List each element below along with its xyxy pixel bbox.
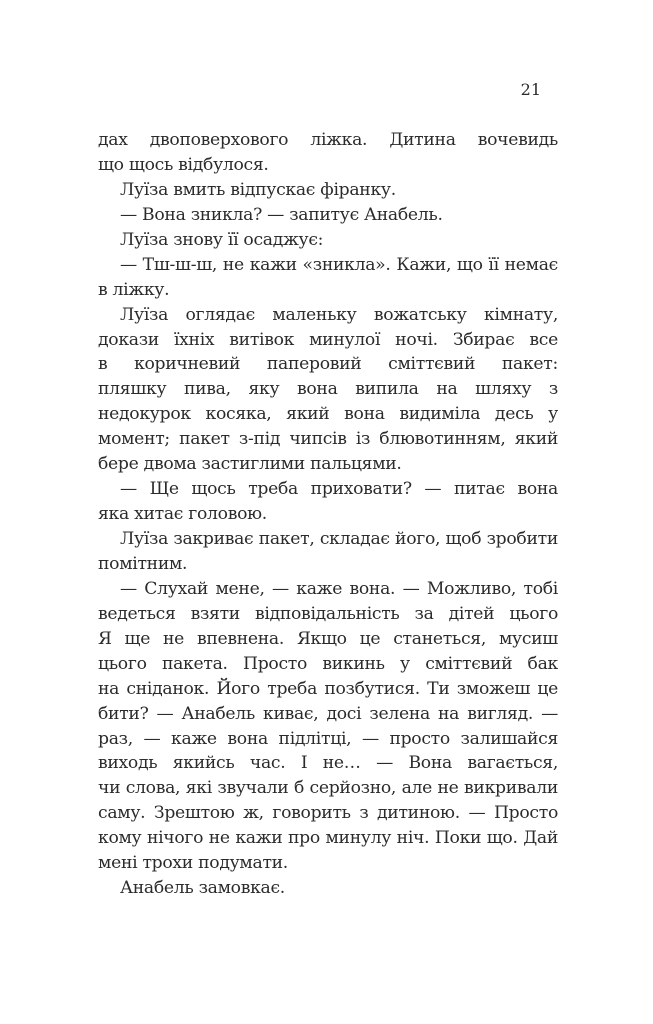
- text-line: — Вона зникла? — запитує Анабель.: [120, 204, 443, 225]
- text-line: — Ще щось треба приховати? — питає вона: [120, 479, 558, 500]
- text-line: Луїза оглядає маленьку вожатську кімнату,: [120, 304, 558, 325]
- text-line: докази їхніх витівок минулої ночі. Збирає все: [98, 329, 558, 350]
- text-line: Луїза вмить відпускає фіранку.: [120, 179, 396, 200]
- text-line: на сніданок. Його треба позбутися. Ти зможеш це: [98, 678, 558, 699]
- text-line: Анабель замовкає.: [120, 878, 285, 899]
- text-line: в коричневий паперовий сміттєвий пакет:: [98, 354, 558, 375]
- text-line: Я ще не впевнена. Якщо це станеться, мусиш: [98, 628, 558, 649]
- text-line: бити? — Анабель киває, досі зелена на вигляд. —: [98, 703, 558, 724]
- text-line: дах двоповерхового ліжка. Дитина вочевидь: [98, 130, 558, 150]
- text-line: — Тш-ш-ш, не кажи «зникла». Кажи, що її немає: [120, 254, 558, 275]
- text-line: кому нічого не кажи про минулу ніч. Поки що. Дай: [98, 828, 558, 849]
- text-line: Луїза закриває пакет, складає його, щоб зробити: [120, 529, 558, 549]
- page-number: 21: [520, 80, 541, 99]
- text-line: помітним.: [98, 553, 188, 574]
- text-line: бере двома застиглими пальцями.: [98, 454, 402, 475]
- text-line: пляшку пива, яку вона випила на шляху з: [98, 379, 558, 400]
- text-line: — Слухай мене, — каже вона. — Можливо, тобі: [120, 578, 558, 599]
- text-line: момент; пакет з-під чипсів із блювотинням, який: [98, 429, 558, 450]
- text-line: раз, — каже вона підлітці, — просто залишайся: [98, 728, 558, 749]
- body-text: [98, 128, 558, 901]
- text-line: що щось відбулося.: [98, 154, 269, 175]
- text-line: мені трохи подумати.: [98, 853, 288, 874]
- text-line: саму. Зрештою ж, говорить з дитиною. — Просто: [98, 803, 558, 824]
- text-line: цього пакета. Просто викинь у сміттєвий бак: [98, 653, 558, 674]
- text-line: недокурок косяка, який вона видиміла десь у: [98, 404, 558, 425]
- text-line: чи слова, які звучали б серйозно, але не викривали: [98, 778, 558, 799]
- text-line: виходь якийсь час. І не… — Вона вагається,: [98, 753, 558, 774]
- text-line: в ліжку.: [98, 279, 170, 300]
- text-line: яка хитає головою.: [98, 504, 267, 525]
- text-line: ведеться взяти відповідальність за дітей цього: [98, 603, 558, 624]
- text-line: Луїза знову її осаджує:: [120, 229, 324, 250]
